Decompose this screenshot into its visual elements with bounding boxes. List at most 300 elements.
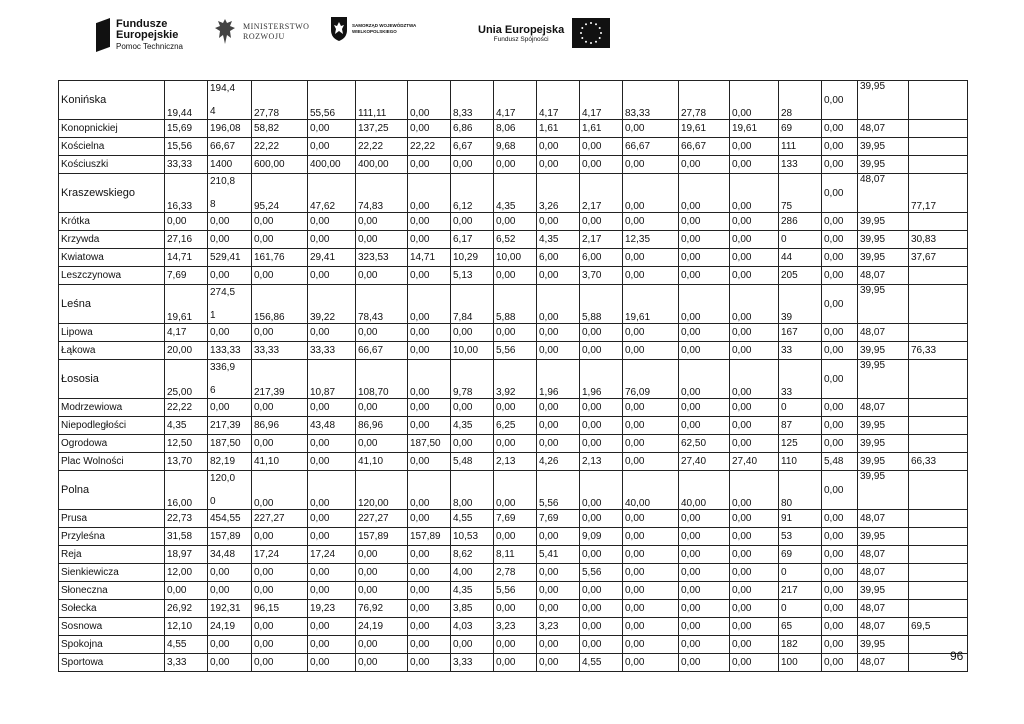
value-cell: 0: [779, 399, 822, 417]
value-cell: 2,13: [494, 453, 537, 471]
value-cell: 0,00: [408, 360, 451, 399]
value-cell: 0,00: [822, 138, 858, 156]
value-cell: 0,00: [679, 156, 730, 174]
value-cell: 0,00: [623, 249, 679, 267]
value-cell: 0,00: [623, 636, 679, 654]
value-cell: 3,70: [580, 267, 623, 285]
value-cell: 0,00: [730, 564, 779, 582]
value-cell: 0,00: [408, 564, 451, 582]
value-cell: 74,83: [356, 174, 408, 213]
value-cell: 33,33: [308, 342, 356, 360]
value-cell: 8,33: [451, 81, 494, 120]
value-cell: 0,00: [623, 546, 679, 564]
value-cell: 0,00: [356, 267, 408, 285]
logo2-line2: ROZWOJU: [243, 32, 285, 41]
value-cell: 29,41: [308, 249, 356, 267]
value-cell: 0,00: [537, 342, 580, 360]
value-cell: 156,86: [252, 285, 308, 324]
street-name-cell: Plac Wolności: [59, 453, 165, 471]
value-cell: 0,00: [730, 249, 779, 267]
value-cell: 0,00: [408, 399, 451, 417]
split-value-bottom: 1: [210, 310, 216, 321]
street-name-cell: Niepodległości: [59, 417, 165, 435]
value-cell: 0,00: [308, 618, 356, 636]
value-cell: [909, 600, 968, 618]
value-cell: 0,00: [537, 156, 580, 174]
value-cell: 40,00: [679, 471, 730, 510]
value-cell: 0,00: [822, 399, 858, 417]
value-cell: 0,00: [451, 324, 494, 342]
value-cell: 0,00: [730, 360, 779, 399]
value-cell: 0,00: [730, 510, 779, 528]
value-cell: 0,00: [252, 324, 308, 342]
value-cell: 0,00: [494, 399, 537, 417]
value-cell: 227,27: [356, 510, 408, 528]
value-cell: 182: [779, 636, 822, 654]
value-cell: 66,67: [208, 138, 252, 156]
value-cell: 0,00: [679, 654, 730, 672]
street-name-cell: Sosnowa: [59, 618, 165, 636]
value-cell: 5,41: [537, 546, 580, 564]
value-cell: 0,00: [679, 285, 730, 324]
value-cell: 0,00: [679, 360, 730, 399]
value-cell: 5,88: [580, 285, 623, 324]
street-name-cell: Kościuszki: [59, 156, 165, 174]
value-cell: 0,00: [679, 267, 730, 285]
value-cell: 0,00: [679, 636, 730, 654]
value-cell: 12,50: [165, 435, 208, 453]
value-cell: 19,61: [165, 285, 208, 324]
value-cell: 0,00: [679, 417, 730, 435]
value-cell: 58,82: [252, 120, 308, 138]
value-cell: [909, 399, 968, 417]
split-value-cell: [208, 81, 252, 120]
value-cell: 0,00: [408, 156, 451, 174]
value-cell: 0,00: [252, 471, 308, 510]
value-cell: 5,88: [494, 285, 537, 324]
value-cell: 0,00: [822, 582, 858, 600]
value-cell: 16,00: [165, 471, 208, 510]
split-value-top: 274,5: [210, 287, 236, 298]
value-cell: 0,00: [623, 156, 679, 174]
split-value-top: 210,8: [210, 176, 236, 187]
value-cell: 2,17: [580, 231, 623, 249]
table-row: [59, 156, 968, 174]
value-cell: 100: [779, 654, 822, 672]
value-cell: 3,92: [494, 360, 537, 399]
value-cell: 4,26: [537, 453, 580, 471]
value-cell: 16,33: [165, 174, 208, 213]
value-cell: 0,00: [408, 324, 451, 342]
fundusze-europejskie-logo: [96, 18, 183, 52]
value-cell: 39,95: [858, 528, 909, 546]
value-cell: 0,00: [730, 156, 779, 174]
value-cell: [909, 546, 968, 564]
value-cell: 0,00: [580, 213, 623, 231]
value-cell: 0,00: [623, 600, 679, 618]
value-cell: 0,00: [208, 564, 252, 582]
value-cell: 0,00: [356, 546, 408, 564]
street-name-cell: Łososia: [59, 360, 165, 399]
value-cell: 0,00: [822, 81, 858, 120]
value-cell: 0,00: [822, 636, 858, 654]
value-cell: 39,95: [858, 417, 909, 435]
street-name-cell: Ogrodowa: [59, 435, 165, 453]
value-cell: 137,25: [356, 120, 408, 138]
value-cell: 0,00: [730, 174, 779, 213]
value-cell: 161,76: [252, 249, 308, 267]
street-name-cell: Przyleśna: [59, 528, 165, 546]
value-cell: [909, 360, 968, 399]
table-row: [59, 360, 968, 399]
value-cell: 27,16: [165, 231, 208, 249]
value-cell: 0,00: [308, 231, 356, 249]
value-cell: 0,00: [580, 471, 623, 510]
value-cell: 5,56: [537, 471, 580, 510]
value-cell: 187,50: [208, 435, 252, 453]
value-cell: 0,00: [623, 510, 679, 528]
value-cell: 0,00: [822, 249, 858, 267]
value-cell: 0,00: [623, 399, 679, 417]
value-cell: 0,00: [494, 213, 537, 231]
value-cell: [909, 564, 968, 582]
value-cell: 19,44: [165, 81, 208, 120]
value-cell: 0,00: [494, 636, 537, 654]
value-cell: 44: [779, 249, 822, 267]
value-cell: 0,00: [537, 600, 580, 618]
value-cell: 48,07: [858, 546, 909, 564]
street-name-cell: Kraszewskiego: [59, 174, 165, 213]
flag-icon: [96, 18, 110, 52]
value-cell: 0,00: [580, 138, 623, 156]
value-cell: 0,00: [679, 564, 730, 582]
value-cell: 0,00: [730, 618, 779, 636]
value-cell: 15,69: [165, 120, 208, 138]
value-cell: [909, 267, 968, 285]
table-row: [59, 636, 968, 654]
value-cell: 217,39: [208, 417, 252, 435]
value-cell: 0,00: [494, 156, 537, 174]
value-cell: 529,41: [208, 249, 252, 267]
value-cell: 66,67: [623, 138, 679, 156]
value-cell: 323,53: [356, 249, 408, 267]
value-cell: 22,22: [252, 138, 308, 156]
value-cell: 0,00: [730, 528, 779, 546]
street-name-cell: Prusa: [59, 510, 165, 528]
table-row: [59, 120, 968, 138]
value-cell: 4,35: [451, 417, 494, 435]
value-cell: 66,67: [356, 342, 408, 360]
value-cell: 286: [779, 213, 822, 231]
value-cell: 0,00: [822, 618, 858, 636]
value-cell: 27,40: [679, 453, 730, 471]
value-cell: 14,71: [408, 249, 451, 267]
value-cell: [909, 471, 968, 510]
value-cell: 19,61: [679, 120, 730, 138]
value-cell: 0,00: [451, 213, 494, 231]
street-name-cell: Krótka: [59, 213, 165, 231]
value-cell: 187,50: [408, 435, 451, 453]
value-cell: 2,78: [494, 564, 537, 582]
unia-europejska-logo: [478, 18, 610, 48]
value-cell: 20,00: [165, 342, 208, 360]
value-cell: 0,00: [537, 636, 580, 654]
value-cell: 33: [779, 360, 822, 399]
value-cell: 82,19: [208, 453, 252, 471]
value-cell: 0,00: [537, 417, 580, 435]
value-cell: 48,07: [858, 120, 909, 138]
value-cell: 0,00: [580, 510, 623, 528]
value-cell: 47,62: [308, 174, 356, 213]
value-cell: 25,00: [165, 360, 208, 399]
street-name-cell: Konopnickiej: [59, 120, 165, 138]
value-cell: 0,00: [822, 174, 858, 213]
value-cell: 0,00: [679, 213, 730, 231]
eagle-icon: [213, 16, 237, 48]
value-cell: 0,00: [308, 471, 356, 510]
value-cell: 22,22: [165, 399, 208, 417]
value-cell: 0,00: [822, 471, 858, 510]
samorzad-logo: [330, 16, 416, 42]
value-cell: 0,00: [252, 636, 308, 654]
value-cell: 0,00: [308, 636, 356, 654]
value-cell: 0,00: [494, 435, 537, 453]
value-cell: 0,00: [252, 399, 308, 417]
value-cell: 5,56: [494, 342, 537, 360]
value-cell: 5,56: [494, 582, 537, 600]
value-cell: 4,17: [165, 324, 208, 342]
value-cell: 48,07: [858, 564, 909, 582]
value-cell: 3,23: [537, 618, 580, 636]
value-cell: 0,00: [494, 654, 537, 672]
value-cell: 6,52: [494, 231, 537, 249]
value-cell: 27,40: [730, 453, 779, 471]
split-value-cell: [208, 360, 252, 399]
value-cell: 0,00: [623, 582, 679, 600]
value-cell: 0,00: [165, 582, 208, 600]
value-cell: 39,95: [858, 81, 909, 120]
value-cell: 0,00: [356, 636, 408, 654]
value-cell: 78,43: [356, 285, 408, 324]
street-name-cell: Reja: [59, 546, 165, 564]
value-cell: 111,11: [356, 81, 408, 120]
value-cell: 0,00: [623, 564, 679, 582]
value-cell: 400,00: [356, 156, 408, 174]
value-cell: 0,00: [408, 618, 451, 636]
value-cell: 0,00: [822, 120, 858, 138]
value-cell: 0,00: [822, 564, 858, 582]
value-cell: 0,00: [308, 654, 356, 672]
value-cell: 76,33: [909, 342, 968, 360]
value-cell: 4,35: [165, 417, 208, 435]
value-cell: 31,58: [165, 528, 208, 546]
value-cell: 96,15: [252, 600, 308, 618]
value-cell: 9,68: [494, 138, 537, 156]
value-cell: 22,22: [356, 138, 408, 156]
table-row: [59, 213, 968, 231]
value-cell: 0,00: [308, 324, 356, 342]
value-cell: 125: [779, 435, 822, 453]
value-cell: 0,00: [822, 156, 858, 174]
value-cell: 0,00: [356, 435, 408, 453]
value-cell: 48,07: [858, 618, 909, 636]
value-cell: 19,61: [730, 120, 779, 138]
value-cell: 0,00: [208, 399, 252, 417]
value-cell: 0,00: [537, 213, 580, 231]
value-cell: 0,00: [208, 213, 252, 231]
value-cell: 48,07: [858, 654, 909, 672]
value-cell: 19,23: [308, 600, 356, 618]
value-cell: 6,17: [451, 231, 494, 249]
value-cell: 0,00: [408, 546, 451, 564]
value-cell: 0,00: [822, 285, 858, 324]
value-cell: 0,00: [252, 267, 308, 285]
value-cell: 39,95: [858, 213, 909, 231]
value-cell: 0,00: [308, 267, 356, 285]
value-cell: 3,23: [494, 618, 537, 636]
split-value-cell: [208, 471, 252, 510]
eu-flag-icon: [572, 18, 610, 48]
value-cell: 8,00: [451, 471, 494, 510]
value-cell: 4,17: [580, 81, 623, 120]
table-row: [59, 249, 968, 267]
street-name-cell: Polna: [59, 471, 165, 510]
value-cell: [909, 582, 968, 600]
value-cell: 12,35: [623, 231, 679, 249]
value-cell: 3,85: [451, 600, 494, 618]
value-cell: 7,69: [165, 267, 208, 285]
value-cell: 0,00: [451, 636, 494, 654]
value-cell: 0,00: [580, 600, 623, 618]
value-cell: 6,00: [537, 249, 580, 267]
value-cell: 76,09: [623, 360, 679, 399]
value-cell: 0,00: [580, 324, 623, 342]
value-cell: [909, 285, 968, 324]
value-cell: 5,48: [451, 453, 494, 471]
value-cell: 6,25: [494, 417, 537, 435]
value-cell: 0: [779, 564, 822, 582]
value-cell: 15,56: [165, 138, 208, 156]
value-cell: 5,56: [580, 564, 623, 582]
value-cell: 0,00: [252, 654, 308, 672]
value-cell: 9,09: [580, 528, 623, 546]
table-row: [59, 654, 968, 672]
value-cell: 157,89: [208, 528, 252, 546]
value-cell: 10,29: [451, 249, 494, 267]
value-cell: 6,86: [451, 120, 494, 138]
value-cell: 48,07: [858, 267, 909, 285]
value-cell: 0,00: [308, 510, 356, 528]
value-cell: 27,78: [252, 81, 308, 120]
value-cell: 108,70: [356, 360, 408, 399]
value-cell: 0,00: [451, 156, 494, 174]
value-cell: 0,00: [623, 324, 679, 342]
value-cell: 76,92: [356, 600, 408, 618]
value-cell: 0,00: [730, 546, 779, 564]
value-cell: 41,10: [252, 453, 308, 471]
street-name-cell: Leśna: [59, 285, 165, 324]
value-cell: 0,00: [580, 618, 623, 636]
value-cell: 0,00: [252, 213, 308, 231]
table-row: [59, 399, 968, 417]
street-name-cell: Konińska: [59, 81, 165, 120]
value-cell: 39,95: [858, 582, 909, 600]
value-cell: [909, 417, 968, 435]
value-cell: 0,00: [494, 324, 537, 342]
value-cell: 0,00: [356, 213, 408, 231]
value-cell: 0,00: [252, 564, 308, 582]
value-cell: 66,67: [679, 138, 730, 156]
value-cell: 4,35: [537, 231, 580, 249]
value-cell: 19,61: [623, 285, 679, 324]
value-cell: 0,00: [679, 546, 730, 564]
value-cell: 39,95: [858, 156, 909, 174]
value-cell: 7,84: [451, 285, 494, 324]
value-cell: 39,95: [858, 231, 909, 249]
value-cell: 39,95: [858, 636, 909, 654]
table-row: [59, 174, 968, 213]
table-row: [59, 528, 968, 546]
value-cell: 0,00: [623, 120, 679, 138]
value-cell: 0,00: [408, 342, 451, 360]
value-cell: 0,00: [822, 510, 858, 528]
value-cell: [909, 435, 968, 453]
value-cell: [909, 81, 968, 120]
value-cell: 48,07: [858, 510, 909, 528]
value-cell: 227,27: [252, 510, 308, 528]
value-cell: 24,19: [356, 618, 408, 636]
value-cell: 0,00: [730, 582, 779, 600]
value-cell: 7,69: [494, 510, 537, 528]
value-cell: 0,00: [537, 528, 580, 546]
value-cell: 0,00: [822, 435, 858, 453]
logo4-line1: Unia Europejska: [478, 23, 565, 36]
value-cell: [909, 156, 968, 174]
value-cell: 0,00: [679, 600, 730, 618]
value-cell: [909, 120, 968, 138]
value-cell: 69: [779, 546, 822, 564]
table-row: [59, 435, 968, 453]
value-cell: 0,00: [356, 399, 408, 417]
value-cell: 0,00: [408, 213, 451, 231]
value-cell: 0,00: [356, 324, 408, 342]
value-cell: [909, 138, 968, 156]
value-cell: 18,97: [165, 546, 208, 564]
value-cell: 1,61: [580, 120, 623, 138]
value-cell: 0,00: [252, 528, 308, 546]
shield-icon: [330, 16, 348, 42]
value-cell: 33: [779, 342, 822, 360]
value-cell: 66,33: [909, 453, 968, 471]
split-value-bottom: 6: [210, 385, 216, 396]
value-cell: 0,00: [822, 546, 858, 564]
value-cell: 0,00: [623, 267, 679, 285]
value-cell: 0,00: [623, 342, 679, 360]
value-cell: 7,69: [537, 510, 580, 528]
value-cell: 13,70: [165, 453, 208, 471]
value-cell: 0,00: [408, 636, 451, 654]
value-cell: 0,00: [408, 453, 451, 471]
street-name-cell: Krzywda: [59, 231, 165, 249]
value-cell: 0,00: [730, 417, 779, 435]
value-cell: 0,00: [730, 600, 779, 618]
value-cell: 77,17: [909, 174, 968, 213]
value-cell: 0,00: [580, 417, 623, 435]
value-cell: 0,00: [451, 435, 494, 453]
logo1-line1: Fundusze: [116, 17, 168, 30]
table-row: [59, 231, 968, 249]
value-cell: 0,00: [580, 399, 623, 417]
